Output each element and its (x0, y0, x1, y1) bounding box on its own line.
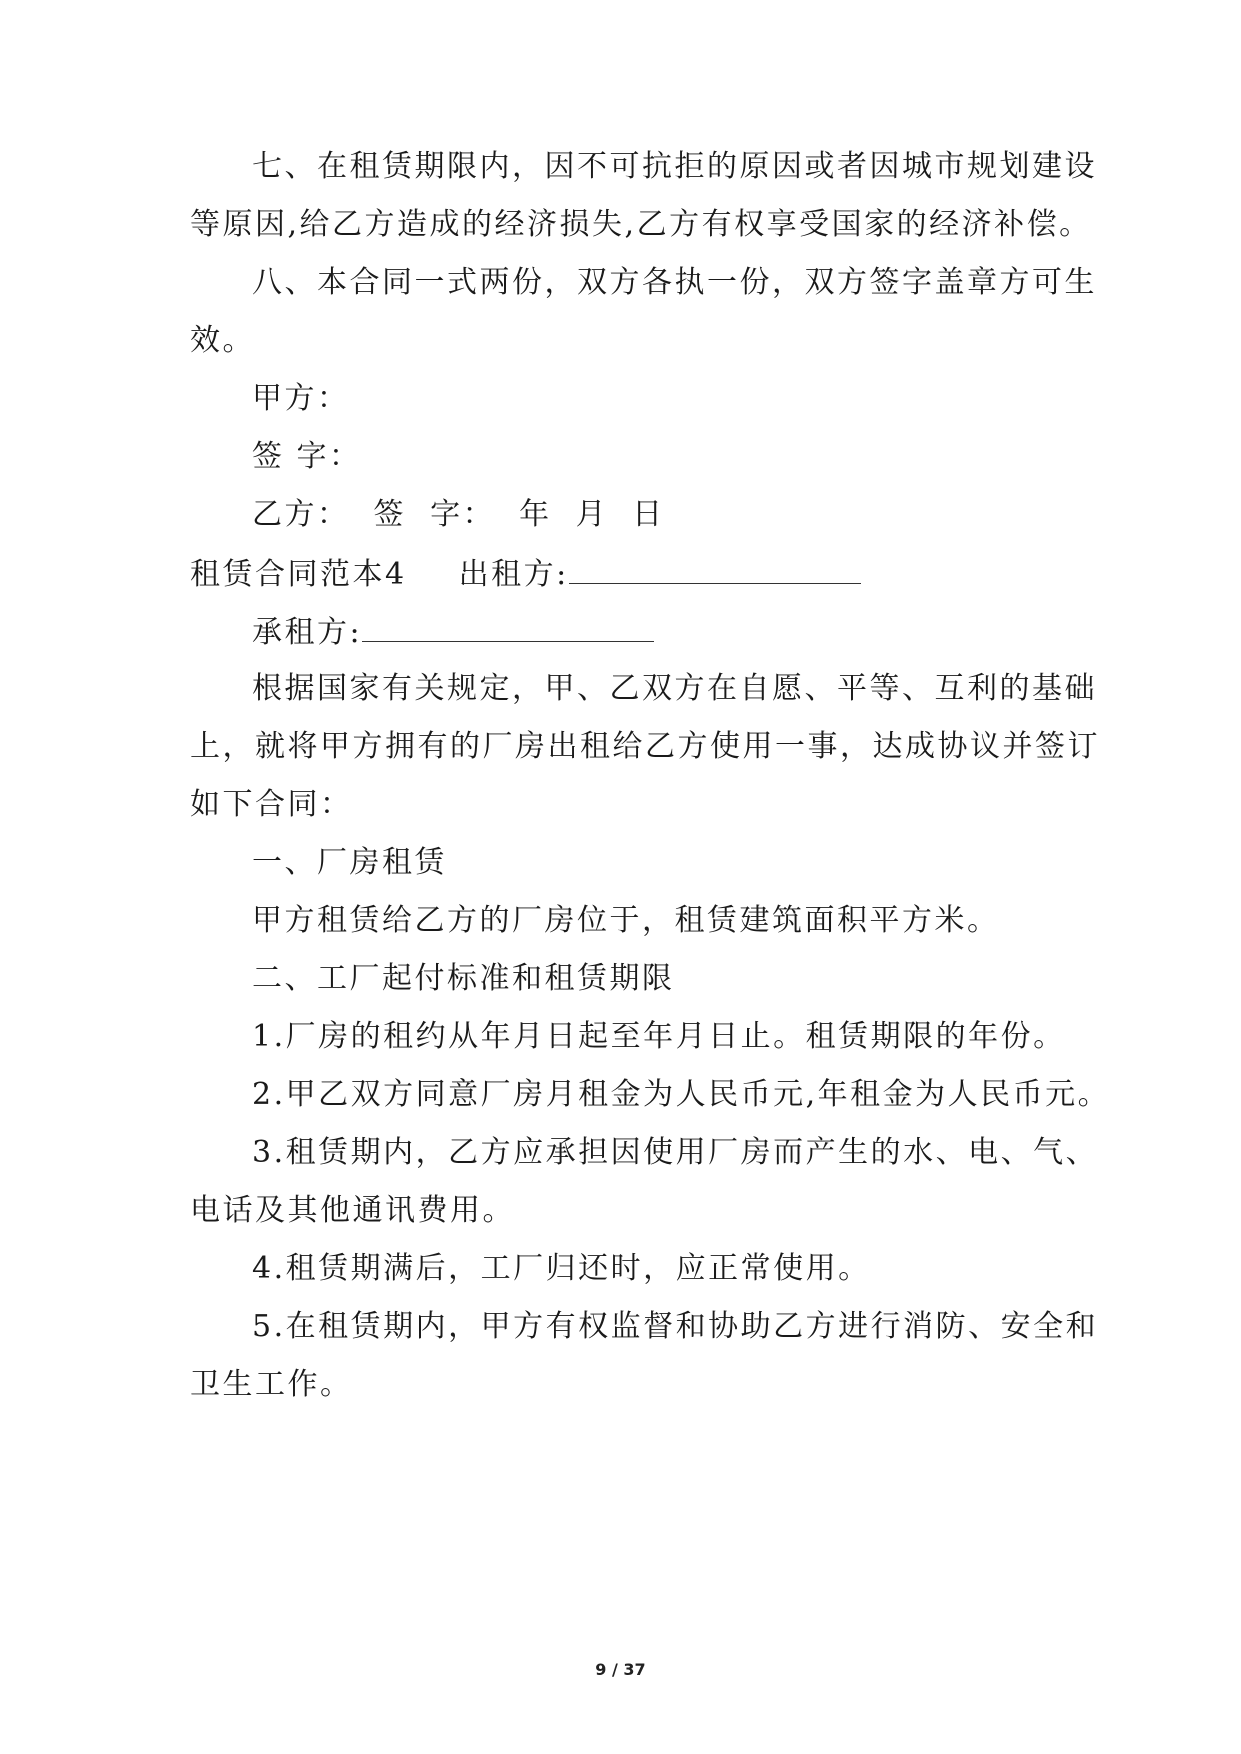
clause-8-line-1: 八、本合同一式两份，双方各执一份，双方签字盖章方可生 (252, 265, 1097, 300)
lessee-blank-line (362, 611, 654, 642)
clause-7-line-2: 等原因,给乙方造成的经济损失,乙方有权享受国家的经济补偿。 (190, 207, 1092, 242)
item-2: 2.甲乙双方同意厂房月租金为人民币元,年租金为人民币元。 (252, 1077, 1111, 1112)
item-5-line-2: 卫生工作。 (190, 1367, 353, 1402)
lessor-label: 出租方: (458, 557, 569, 592)
party-b-signature-date-line: 乙方： 签 字： 年 月 日 (252, 497, 665, 532)
item-5-line-1: 5.在租赁期内，甲方有权监督和协助乙方进行消防、安全和 (252, 1309, 1099, 1344)
preamble-line-3: 如下合同： (190, 787, 353, 822)
contract-template-title: 租赁合同范本4 (190, 557, 407, 592)
item-1: 1.厂房的租约从年月日起至年月日止。租赁期限的年份。 (252, 1019, 1066, 1054)
lessor-blank-line (569, 553, 861, 584)
page-number: 9 / 37 (595, 1660, 646, 1679)
party-a-label: 甲方： (252, 381, 350, 416)
preamble-line-1: 根据国家有关规定，甲、乙双方在自愿、平等、互利的基础 (252, 671, 1097, 706)
contract-heading-line (190, 553, 861, 595)
clause-7-line-1: 七、在租赁期限内，因不可抗拒的原因或者因城市规划建设 (252, 149, 1097, 184)
lessee-label: 承租方: (252, 615, 363, 650)
signature-label: 签 字： (252, 439, 362, 474)
item-3-line-2: 电话及其他通讯费用。 (190, 1193, 515, 1228)
clause-8-line-2: 效。 (190, 323, 255, 358)
lessee-line (252, 611, 654, 653)
section-1-heading: 一、厂房租赁 (252, 845, 447, 880)
preamble-line-2: 上，就将甲方拥有的厂房出租给乙方使用一事，达成协议并签订 (190, 729, 1100, 764)
section-1-text: 甲方租赁给乙方的厂房位于，租赁建筑面积平方米。 (252, 903, 1000, 938)
section-2-heading: 二、工厂起付标准和租赁期限 (252, 961, 675, 996)
item-3-line-1: 3.租赁期内，乙方应承担因使用厂房而产生的水、电、气、 (252, 1135, 1099, 1170)
item-4: 4.租赁期满后，工厂归还时，应正常使用。 (252, 1251, 871, 1286)
